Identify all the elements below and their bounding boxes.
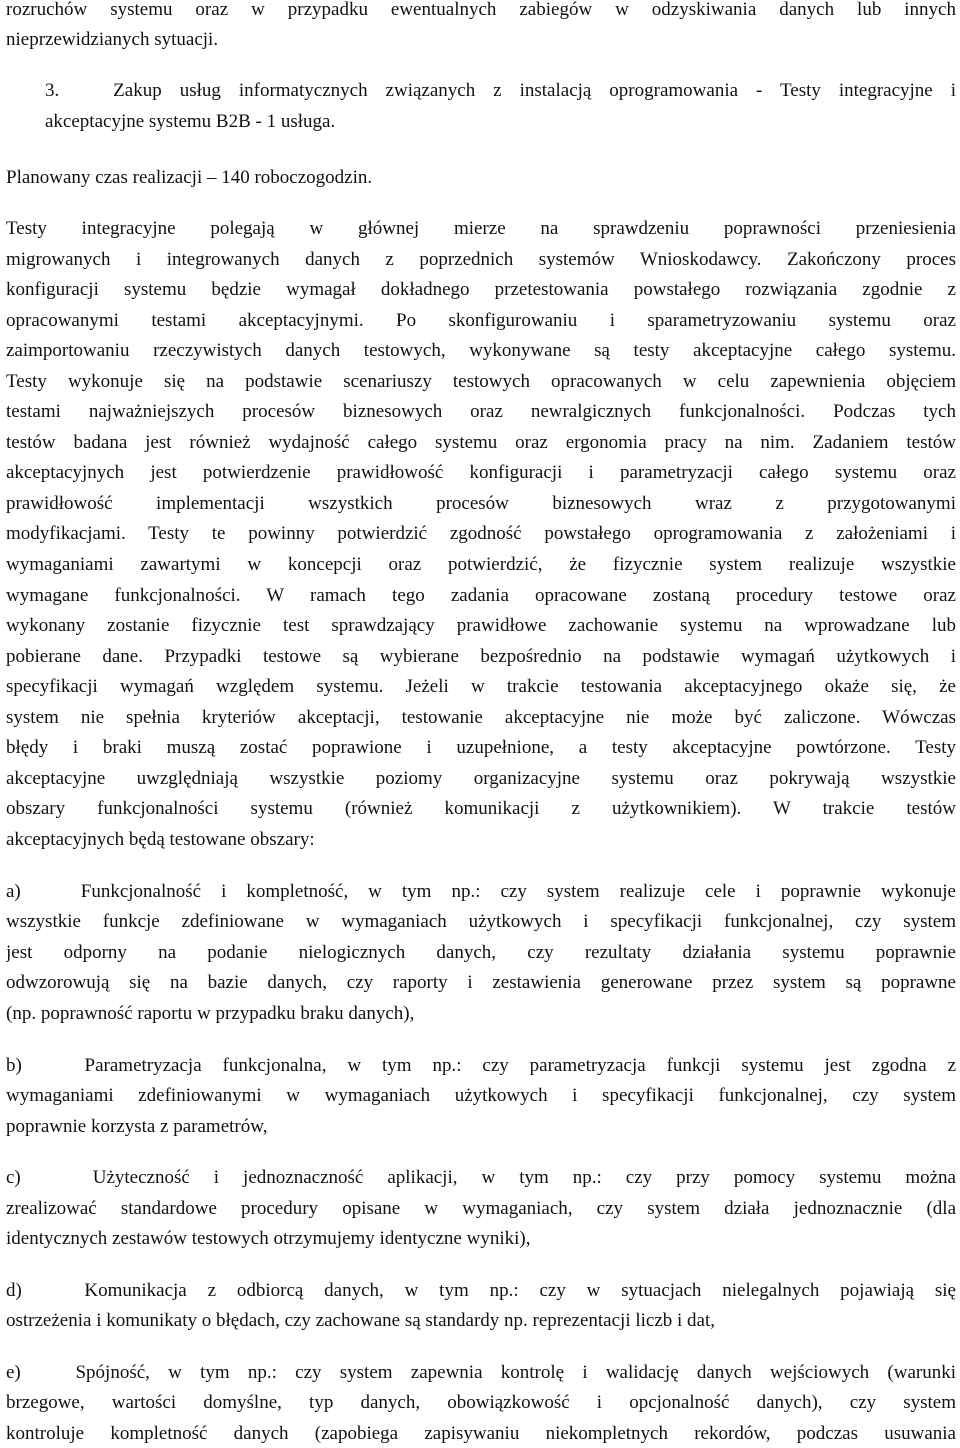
- text-line: konfiguracji systemu będzie wymagał dokładnego przetestowania powstałego rozwiązania zgodnie z: [6, 279, 956, 300]
- list-item-3-line: 3. Zakup usług informatycznych związanych z instalacją oprogramowania - Testy integracyjne i: [45, 80, 956, 101]
- text-line: modyfikacjami. Testy te powinny potwierdzić zgodność powstałego oprogramowania z założeniami i: [6, 523, 956, 544]
- list-item-c-line: identycznych zestawów testowych otrzymujemy identyczne wyniki),: [6, 1228, 531, 1249]
- list-item-a-line: a) Funkcjonalność i kompletność, w tym np.: czy system realizuje cele i poprawnie wykonuje: [6, 881, 956, 902]
- list-item-e-line: kontroluje kompletność danych (zapobiega zapisywaniu niekompletnych rekordów, podczas usuwania: [6, 1423, 956, 1444]
- text-line: akceptacyjnych jest potwierdzenie prawidłowość konfiguracji i parametryzacji całego systemu oraz: [6, 462, 956, 483]
- list-item-b-line: b) Parametryzacja funkcjonalna, w tym np.: czy parametryzacja funkcji systemu jest zgodna z: [6, 1055, 956, 1076]
- list-item-e-line: brzegowe, wartości domyślne, typ danych, obowiązkowość i opcjonalność danych), czy system: [6, 1392, 956, 1413]
- text-line: wymagane funkcjonalności. W ramach tego zadania opracowane zostaną procedury testowe oraz: [6, 585, 956, 606]
- list-item-a-line: wszystkie funkcje zdefiniowane w wymaganiach użytkowych i specyfikacji funkcjonalnej, czy system: [6, 911, 956, 932]
- text-line: pobierane dane. Przypadki testowe są wybierane bezpośrednio na podstawie wymagań użytkowych i: [6, 646, 956, 667]
- text-line: zaimportowaniu rzeczywistych danych testowych, wykonywane są testy akceptacyjne całego systemu.: [6, 340, 956, 361]
- text-line: wymaganiami zawartymi w koncepcji oraz potwierdzić, że fizycznie system realizuje wszystkie: [6, 554, 956, 575]
- text-line: opracowanymi testami akceptacyjnymi. Po skonfigurowaniu i sparametryzowaniu systemu oraz: [6, 310, 956, 331]
- list-item-a-line: (np. poprawność raportu w przypadku braku danych),: [6, 1003, 415, 1024]
- text-line: błędy i braki muszą zostać poprawione i uzupełnione, a testy akceptacyjne powtórzone. Testy: [6, 737, 956, 758]
- list-item-d-line: ostrzeżenia i komunikaty o błędach, czy zachowane są standardy np. reprezentacji liczb i dat,: [6, 1310, 716, 1331]
- text-line: prawidłowość implementacji wszystkich procesów biznesowych wraz z przygotowanymi: [6, 493, 956, 514]
- planned-time-line: Planowany czas realizacji – 140 roboczogodzin.: [6, 167, 373, 188]
- text-line: wykonany zostanie fizycznie test sprawdzający prawidłowe zachowanie systemu na wprowadzane lub: [6, 615, 956, 636]
- text-line: system nie spełnia kryteriów akceptacji, testowanie akceptacyjne nie może być zaliczone. Wówczas: [6, 707, 956, 728]
- text-line: Testy integracyjne polegają w głównej mierze na sprawdzeniu poprawności przeniesienia: [6, 218, 956, 239]
- list-item-b-line: wymaganiami zdefiniowanymi w wymaganiach użytkowych i specyfikacji funkcjonalnej, czy system: [6, 1085, 956, 1106]
- text-line: akceptacyjnych będą testowane obszary:: [6, 829, 315, 850]
- text-line: migrowanych i integrowanych danych z poprzednich systemów Wnioskodawcy. Zakończony proces: [6, 249, 956, 270]
- text-line: akceptacyjne uwzględniają wszystkie poziomy organizacyjne systemu oraz pokrywają wszystkie: [6, 768, 956, 789]
- text-line: testami najważniejszych procesów biznesowych oraz newralgicznych funkcjonalności. Podczas tych: [6, 401, 956, 422]
- list-item-e-line: e) Spójność, w tym np.: czy system zapewnia kontrolę i walidację danych wejściowych (warunki: [6, 1362, 956, 1383]
- list-item-d-line: d) Komunikacja z odbiorcą danych, w tym np.: czy w sytuacjach nielegalnych pojawiają się: [6, 1280, 956, 1301]
- list-item-a-line: odwzorowują się na bazie danych, czy raporty i zestawienia generowane przez system są poprawne: [6, 972, 956, 993]
- list-item-b-line: poprawnie korzysta z parametrów,: [6, 1116, 268, 1137]
- list-item-c-line: c) Użyteczność i jednoznaczność aplikacji, w tym np.: czy przy pomocy systemu można: [6, 1167, 956, 1188]
- text-line: rozruchów systemu oraz w przypadku ewentualnych zabiegów w odzyskiwania danych lub innych: [6, 0, 956, 20]
- list-item-c-line: zrealizować standardowe procedury opisane w wymaganiach, czy system działa jednoznacznie (dla: [6, 1198, 956, 1219]
- text-line: nieprzewidzianych sytuacji.: [6, 29, 219, 50]
- text-line: Testy wykonuje się na podstawie scenariuszy testowych opracowanych w celu zapewnienia objęciem: [6, 371, 956, 392]
- list-item-a-line: jest odporny na podanie nielogicznych danych, czy rezultaty działania systemu poprawnie: [6, 942, 956, 963]
- text-line: specyfikacji wymagań względem systemu. Jeżeli w trakcie testowania akceptacyjnego okaże się, że: [6, 676, 956, 697]
- list-item-3-line: akceptacyjne systemu B2B - 1 usługa.: [45, 111, 336, 132]
- text-line: obszary funkcjonalności systemu (również komunikacji z użytkownikiem). W trakcie testów: [6, 798, 956, 819]
- text-line: testów badana jest również wydajność całego systemu oraz ergonomia pracy na nim. Zadaniem testów: [6, 432, 956, 453]
